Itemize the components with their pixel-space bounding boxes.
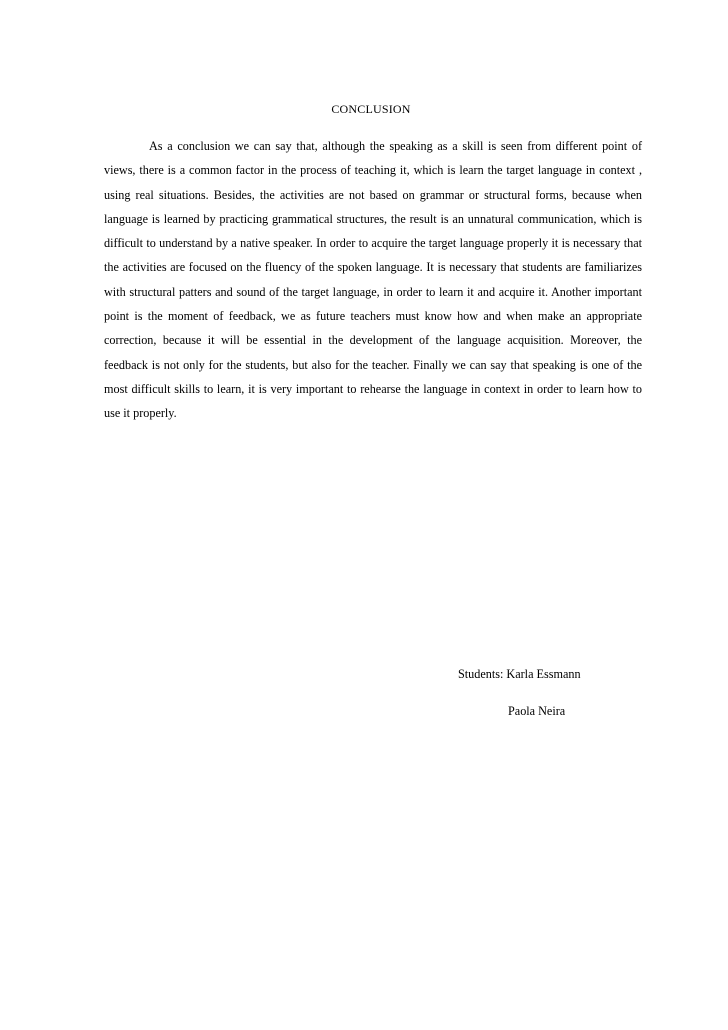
signature-students: Students: Karla Essmann	[458, 667, 581, 681]
conclusion-paragraph: As a conclusion we can say that, although the speaking as a skill is seen from different point of views, there is a common factor in the process of teaching it, which is learn the target language in context , using real situations. Besides, the activities are not based on grammar or structural forms, because when language is learned by practicing grammatical structures, the result is an unnatural communication, which is difficult to understand by a native speaker. In order to acquire the target language properly it is necessary that the activities are focused on the fluency of the spoken language. It is necessary that students are familiarizes with structural patters and sound of the target language, in order to learn it and acquire it. Another important point is the moment of feedback, we as future teachers must know how and when make an appropriate correction, because it will be essential in the development of the language acquisition. Moreover, the feedback is not only for the students, but also for the teacher. Finally we can say that speaking is one of the most difficult skills to learn, it is very important to rehearse the language in context in order to learn how to use it properly.	[104, 139, 642, 421]
signature-second-student: Paola Neira	[508, 704, 566, 718]
page-title: CONCLUSION	[331, 102, 411, 116]
